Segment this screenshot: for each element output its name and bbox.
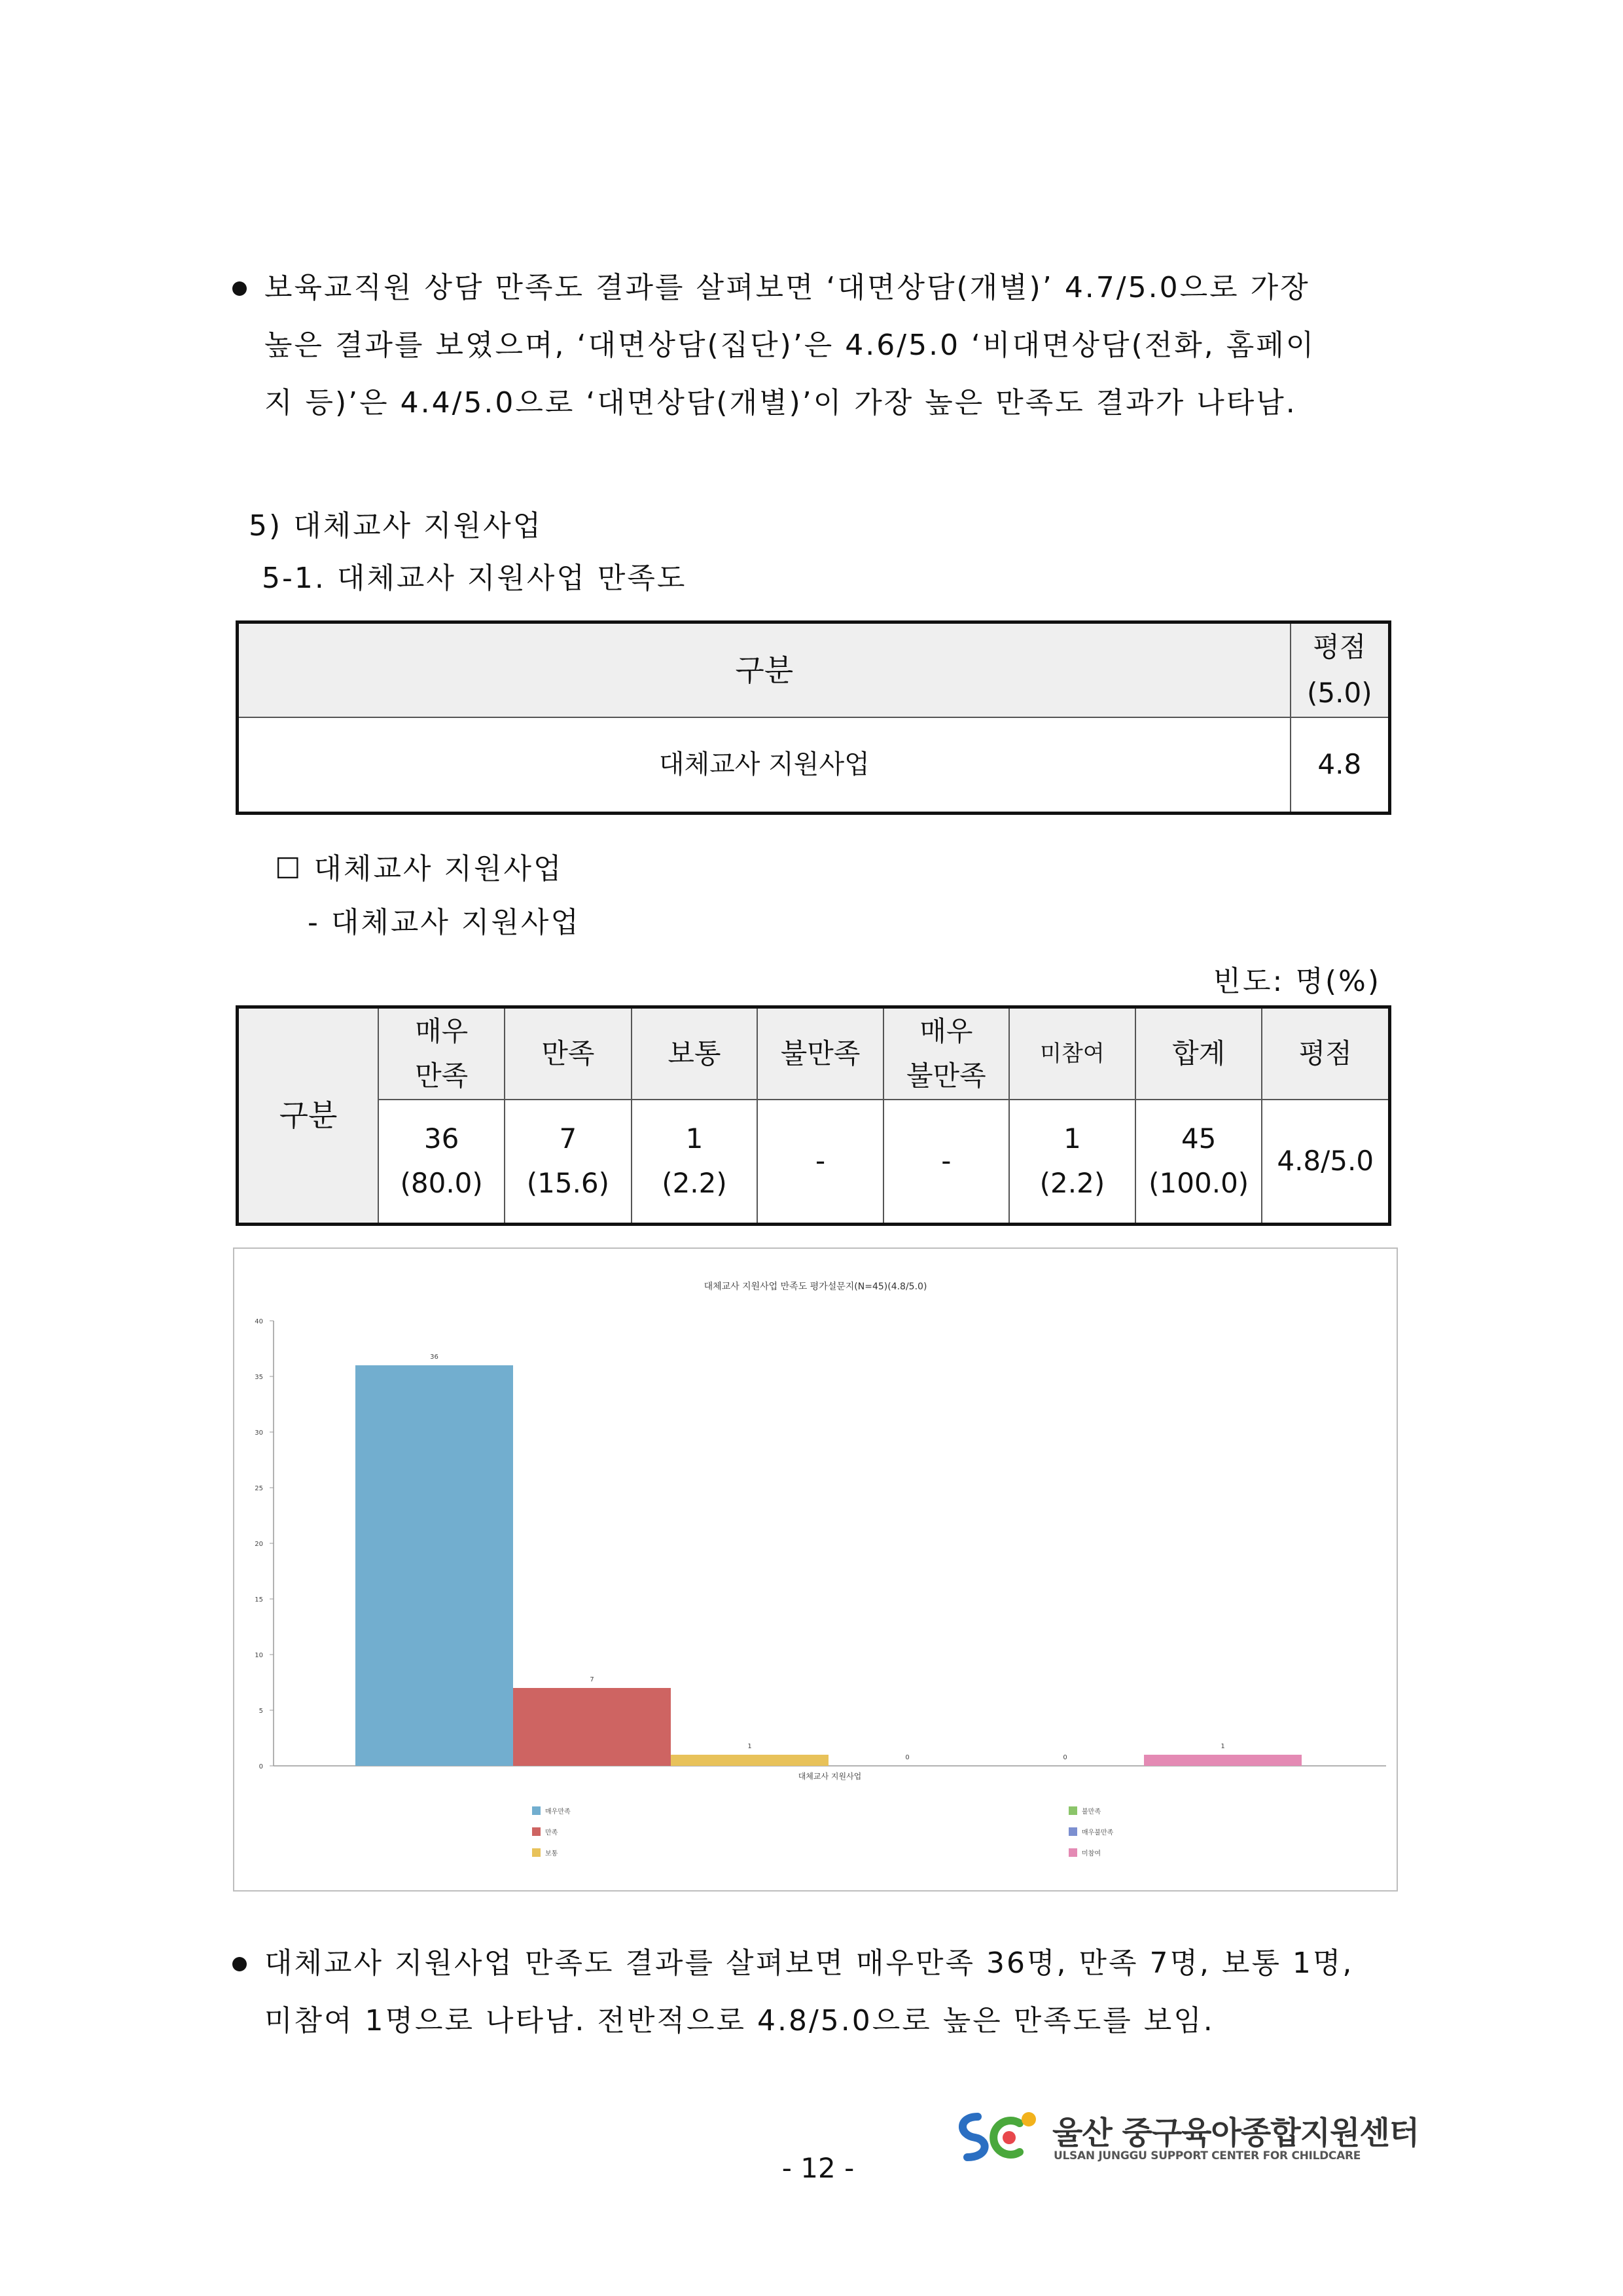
table2-cell-very-satisfied: 36 (80.0) — [378, 1100, 505, 1224]
table2-header-very-satisfied: 매우 만족 — [378, 1007, 505, 1100]
box-item: ☐ 대체교사 지원사업 — [275, 852, 563, 886]
table1-row-score: 4.8 — [1291, 717, 1390, 813]
table1-col-label: 구분 — [238, 622, 1291, 718]
bar-6 — [1144, 1755, 1302, 1766]
chart-legend — [532, 1806, 1114, 1857]
table2-header-neutral: 보통 — [632, 1007, 758, 1100]
bar-value-label: 1 — [747, 1743, 752, 1750]
unit-label: 빈도: 명(%) — [1213, 965, 1381, 998]
bar-value-label: 0 — [905, 1754, 910, 1761]
summary-paragraph — [236, 1935, 1387, 2050]
chart-title: 대체교사 지원사업 만족도 평가설문지(N=45)(4.8/5.0) — [704, 1282, 927, 1292]
table2-cell-dissatisfied: - — [757, 1100, 883, 1224]
bar-chart-svg — [234, 1249, 1397, 1890]
intro-line-3: 지 등)’은 4.4/5.0으로 ‘대면상담(개별)’이 가장 높은 만족도 결과가 나타남. — [264, 386, 1297, 420]
y-tick-label: 30 — [255, 1429, 263, 1437]
section-heading: 5) 대체교사 지원사업 — [249, 509, 543, 543]
org-logo-icon — [949, 2105, 1047, 2164]
table2-cell-very-dissatisfied: - — [883, 1100, 1009, 1224]
intro-paragraph — [236, 259, 1387, 432]
legend-swatch — [1069, 1806, 1077, 1815]
y-tick-label: 5 — [259, 1708, 263, 1715]
table2-cell-total: 45 (100.0) — [1135, 1100, 1262, 1224]
bar-value-label: 1 — [1221, 1743, 1225, 1750]
bar-value-label: 7 — [590, 1676, 594, 1683]
table1-row-label: 대체교사 지원사업 — [238, 717, 1291, 813]
table2-cell-nonparticipant: 1 (2.2) — [1009, 1100, 1135, 1224]
table2-header-total: 합계 — [1135, 1007, 1262, 1100]
legend-label: 매우만족 — [545, 1808, 571, 1816]
table2-header-satisfied: 만족 — [505, 1007, 631, 1100]
bar-value-label: 0 — [1063, 1754, 1067, 1761]
org-name-ko: 울산 중구육아종합지원센터 — [1052, 2115, 1419, 2151]
table2-row-header: 구분 — [238, 1007, 379, 1225]
table2-cell-satisfied: 7 (15.6) — [505, 1100, 631, 1224]
y-tick-label: 10 — [255, 1652, 263, 1659]
score-summary-table — [236, 620, 1391, 815]
summary-line-2: 미참여 1명으로 나타남. 전반적으로 4.8/5.0으로 높은 만족도를 보임. — [264, 2004, 1215, 2037]
legend-swatch — [532, 1827, 541, 1836]
bar-2 — [513, 1688, 671, 1766]
dash-item: - 대체교사 지원사업 — [308, 906, 580, 939]
legend-label: 만족 — [545, 1829, 558, 1837]
bullet-icon — [232, 281, 247, 296]
legend-label: 매우불만족 — [1082, 1829, 1114, 1837]
y-tick-label: 0 — [259, 1763, 263, 1770]
legend-label: 미참여 — [1082, 1850, 1101, 1857]
org-logo — [949, 2105, 1047, 2164]
table1-score-header: 평점 (5.0) — [1291, 622, 1390, 718]
table2-header-score: 평점 — [1262, 1007, 1389, 1100]
org-name-en: ULSAN JUNGGU SUPPORT CENTER FOR CHILDCARE — [1054, 2149, 1361, 2162]
bar-chart — [233, 1247, 1398, 1892]
summary-line-1: 대체교사 지원사업 만족도 결과를 살펴보면 매우만족 36명, 만족 7명, 보통 1명, — [236, 1935, 1387, 1992]
legend-swatch — [532, 1848, 541, 1857]
table2-header-very-dissatisfied: 매우 불만족 — [883, 1007, 1009, 1100]
table2-header-dissatisfied: 불만족 — [757, 1007, 883, 1100]
legend-label: 보통 — [545, 1850, 558, 1857]
legend-label: 불만족 — [1082, 1808, 1101, 1816]
y-tick-label: 35 — [255, 1374, 263, 1381]
bar-1 — [355, 1365, 513, 1766]
bar-3 — [671, 1755, 829, 1766]
section-subheading: 5-1. 대체교사 지원사업 만족도 — [262, 562, 687, 595]
legend-swatch — [1069, 1827, 1077, 1836]
chart-plot — [255, 1318, 1386, 1781]
x-axis-label: 대체교사 지원사업 — [798, 1772, 862, 1781]
bar-value-label: 36 — [430, 1354, 438, 1361]
y-tick-label: 20 — [255, 1541, 263, 1548]
legend-swatch — [1069, 1848, 1077, 1857]
frequency-table — [236, 1005, 1391, 1226]
page-number: - 12 - — [781, 2152, 855, 2184]
intro-line-1: 보육교직원 상담 만족도 결과를 살펴보면 ‘대면상담(개별)’ 4.7/5.0으로 가장 — [236, 259, 1387, 317]
y-tick-label: 40 — [255, 1318, 263, 1325]
table2-cell-neutral: 1 (2.2) — [632, 1100, 758, 1224]
bullet-icon — [232, 1957, 247, 1971]
table2-header-nonparticipant: 미참여 — [1009, 1007, 1135, 1100]
y-tick-label: 15 — [255, 1596, 263, 1604]
y-tick-label: 25 — [255, 1485, 263, 1492]
legend-swatch — [532, 1806, 541, 1815]
intro-line-2: 높은 결과를 보였으며, ‘대면상담(집단)’은 4.6/5.0 ‘비대면상담(전화, 홈페이 — [264, 329, 1316, 362]
table2-cell-score: 4.8/5.0 — [1262, 1100, 1389, 1224]
